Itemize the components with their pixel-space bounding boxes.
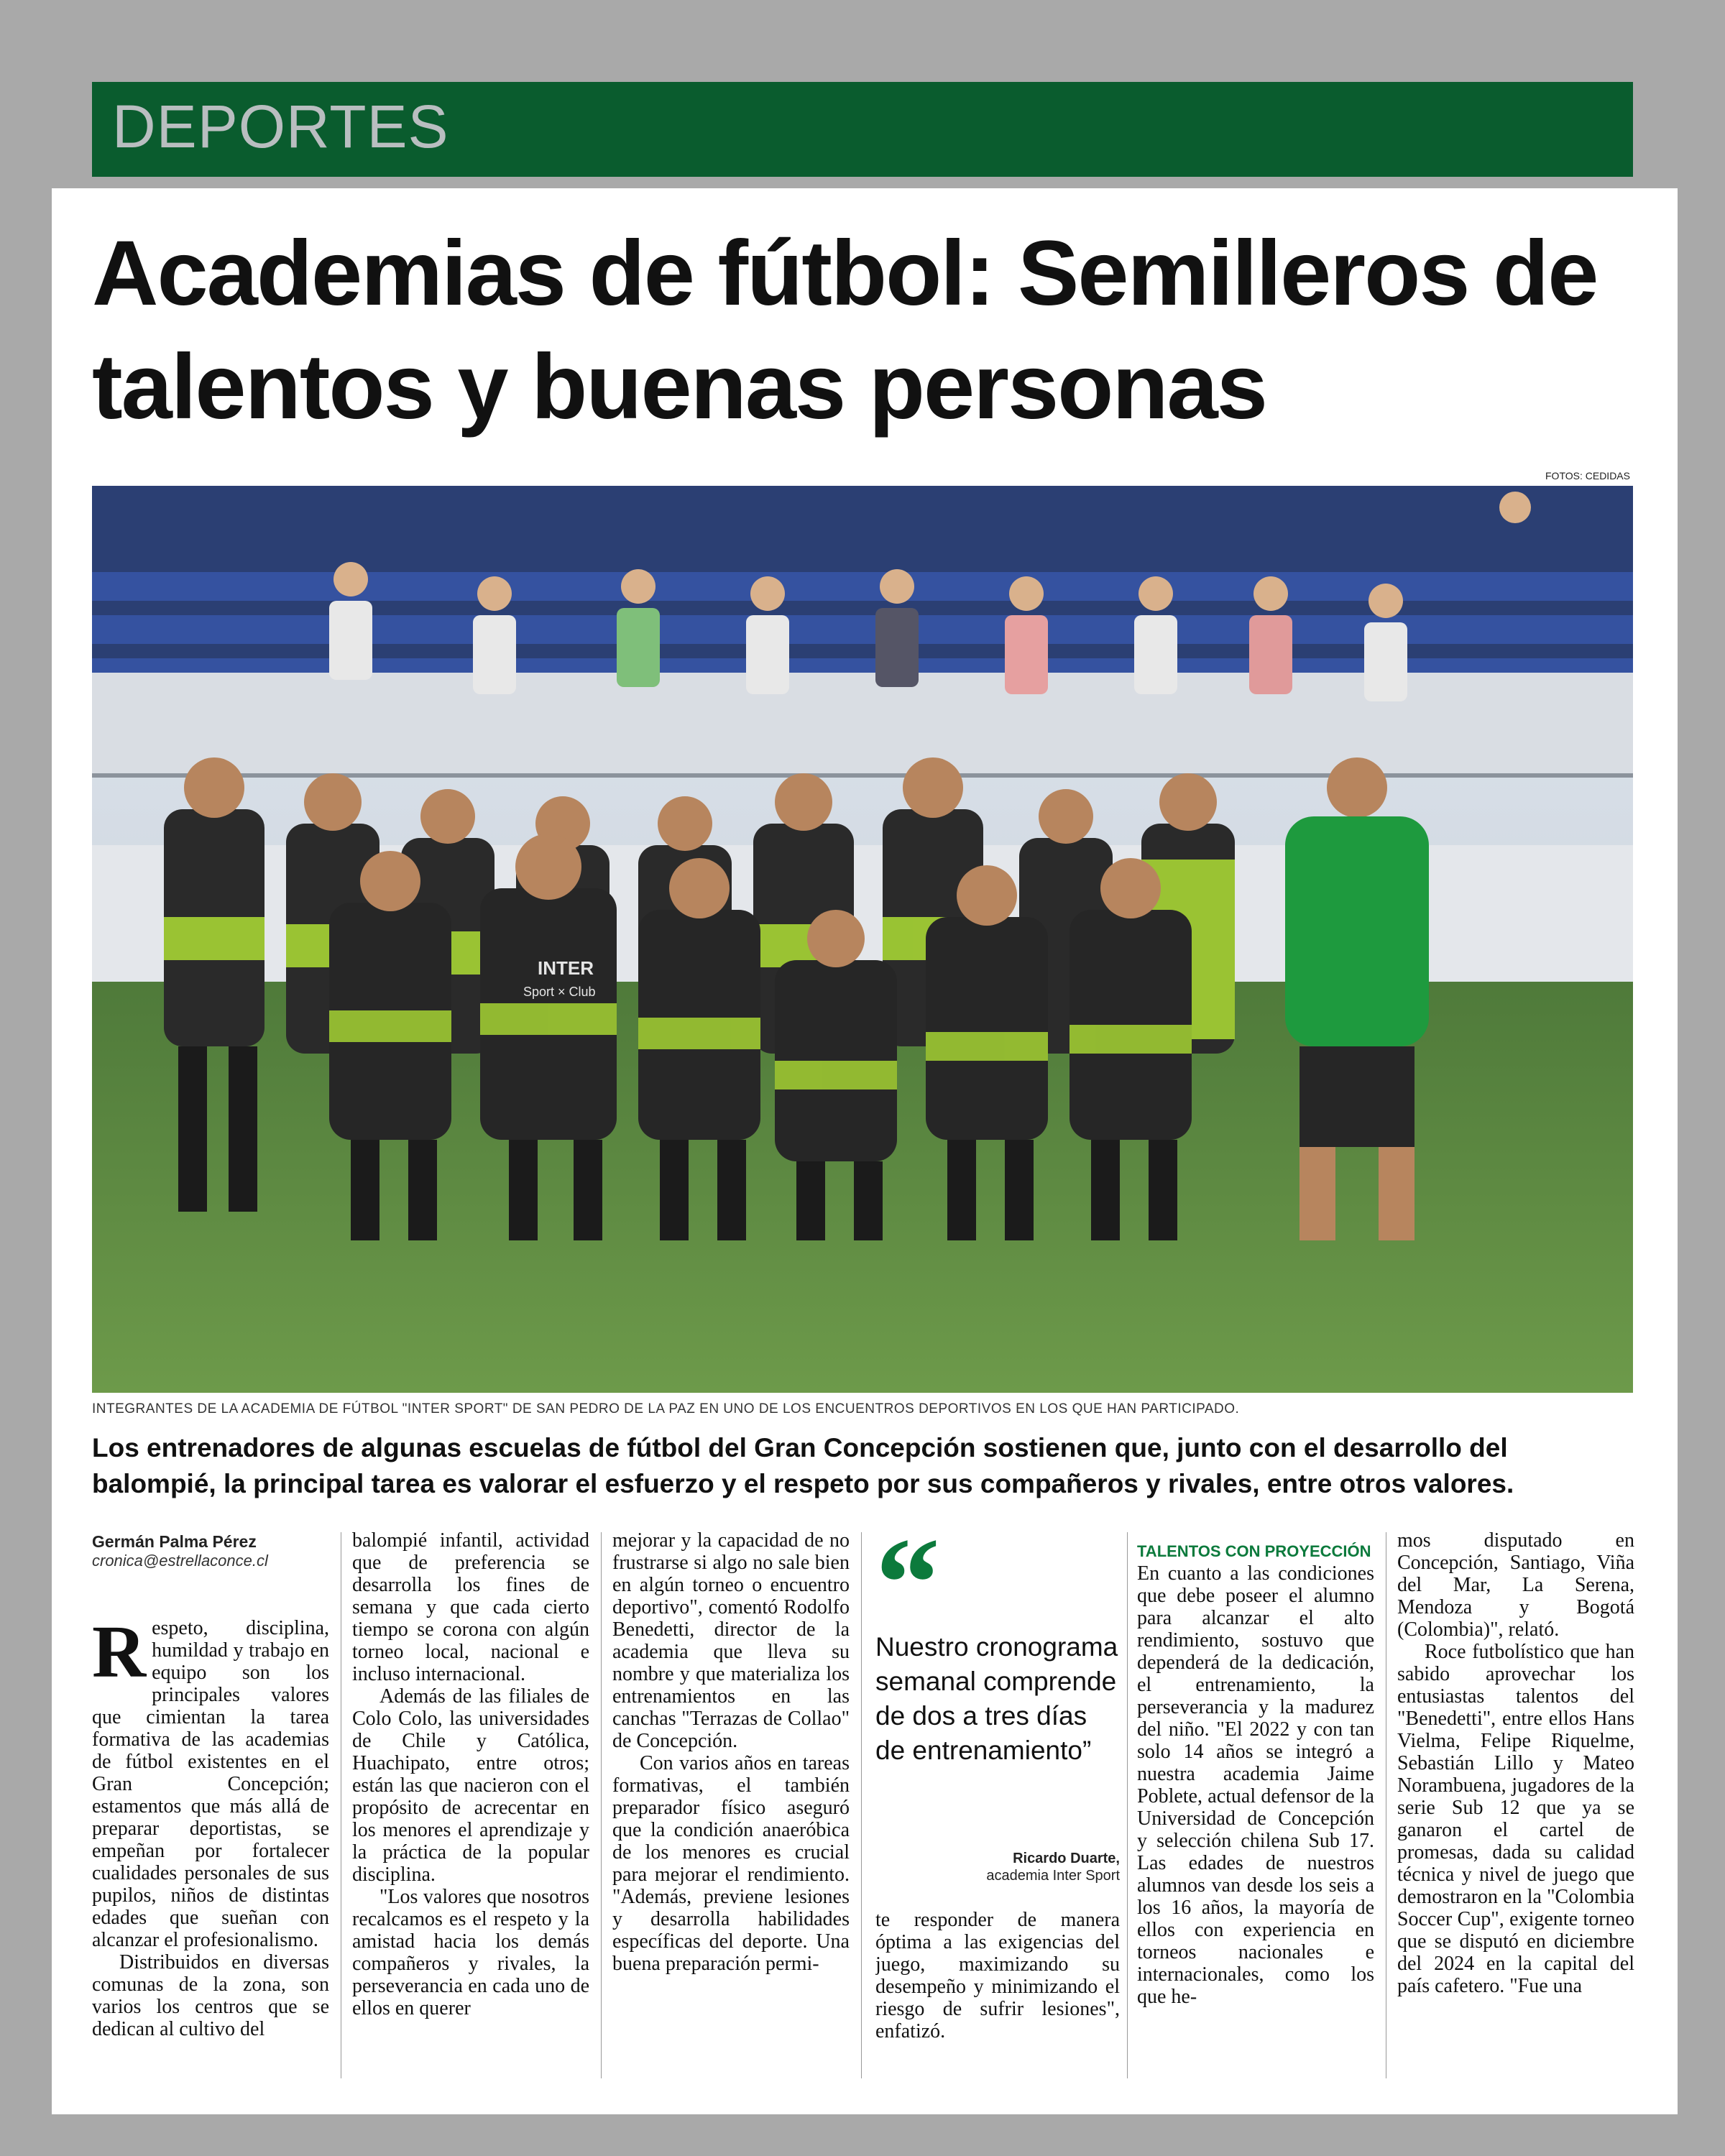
pull-quote-attribution <box>986 1850 1120 1884</box>
byline-author: Germán Palma Pérez <box>92 1532 257 1551</box>
column-5-paragraph-1: En cuanto a las condiciones que debe poseer el alumno para alcanzar el alto rendimiento, sostuvo que dependerá de la dedicación, el entrenamiento, la perseverancia y la madurez del niño. "El 2022 y con tan solo 14 años se integró a nuestra academia Jaime Poblete, actual defensor de la Universidad de Concepción y selección chilena Sub 17. Las edades de nuestros alumnos van desde los seis a los 16 años, la mayoría de ellos con experiencia en torneos nacionales e internacionales, como los que he- <box>1137 1562 1374 2008</box>
byline <box>92 1532 336 1570</box>
photo-credit: FOTOS: CEDIDAS <box>1545 470 1630 482</box>
article-column-1 <box>92 1617 329 2077</box>
article-column-5 <box>1137 1542 1374 2077</box>
column-2-paragraph-3: "Los valores que nosotros recalcamos es el respeto y la amistad hacia los demás compañeros y rivales, la perseverancia en cada uno de ellos en querer <box>352 1886 589 2019</box>
article-column-6 <box>1397 1529 1634 2077</box>
article-column-4 <box>875 1909 1120 2077</box>
section-subhead: TALENTOS CON PROYECCIÓN <box>1137 1542 1371 1560</box>
section-label: DEPORTES <box>112 93 449 160</box>
pull-quote <box>875 1511 1120 1889</box>
team-photo <box>92 486 1633 1393</box>
column-divider <box>601 1532 602 2078</box>
team-photo-illustration <box>92 486 1633 1393</box>
column-divider <box>1127 1532 1128 2078</box>
lead-paragraph: Los entrenadores de algunas escuelas de fútbol del Gran Concepción sostienen que, junto con el desarrollo del balompié, la principal tarea es valorar el esfuerzo y el respeto por sus compañeros y rivales, entre otros valores. <box>92 1433 1514 1498</box>
photo-caption: INTEGRANTES DE LA ACADEMIA DE FÚTBOL "INTER SPORT" DE SAN PEDRO DE LA PAZ EN UNO DE LOS ENCUENTROS DEPORTIVOS EN LOS QUE HAN PARTICIPADO. <box>92 1401 1240 1416</box>
jersey-brand-text: INTER <box>538 957 594 979</box>
column-6-paragraph-1: mos disputado en Concepción, Santiago, Viña del Mar, La Serena, Mendoza y Bogotá (Colombia)", relató. <box>1397 1529 1634 1641</box>
headline: Academias de fútbol: Semilleros de talentos y buenas personas <box>92 222 1598 438</box>
column-3-paragraph-2: Con varios años en tareas formativas, el también preparador físico aseguró que la condición anaeróbica de los menores es crucial para mejorar el rendimiento. "Además, previene lesiones y desarrolla habilidades específicas del deporte. Una buena preparación permi- <box>612 1752 850 1975</box>
byline-email: cronica@estrellaconce.cl <box>92 1552 268 1570</box>
column-2-paragraph-1: balompié infantil, actividad que de preferencia se desarrolla los fines de semana y que cada cierto tiempo se corona con algún torneo local, nacional e incluso internacional. <box>352 1529 589 1685</box>
pull-quote-name: Ricardo Duarte, <box>1013 1851 1120 1866</box>
column-6-paragraph-2: Roce futbolístico que han sabido aprovechar los entusiastas talentos del "Benedetti", entre ellos Hans Vielma, Felipe Riquelme, Sebastián Lillo y Mateo Norambuena, jugadores de la serie Sub 12 que ya se ganaron el cartel de promesas, dada su calidad técnica y nivel de juego que demostraron en la "Colombia Soccer Cup", exigente torneo que se disputó en diciembre del 2024 en la capital del país cafetero. "Fue una <box>1397 1641 1634 1997</box>
pull-quote-role: academia Inter Sport <box>986 1868 1120 1884</box>
column-1-paragraph-2: Distribuidos en diversas comunas de la zona, son varios los centros que se dedican al cultivo del <box>92 1951 329 2040</box>
column-4-paragraph-1: te responder de manera óptima a las exigencias del juego, maximizando su desempeño y minimizando el riesgo de sufrir lesiones", enfatizó. <box>875 1909 1120 2042</box>
pull-quote-text: Nuestro cronograma semanal comprende de dos a tres días de entrenamiento” <box>875 1632 1118 1765</box>
column-1-paragraph-1: espeto, disciplina, humildad y trabajo en equipo son los principales valores que cimientan la tarea formativa de las academias de fútbol existentes en el Gran Concepción; estamentos que más allá de preparar deportistas, se empeñan por fortalecer cualidades personales de sus pupilos, niños de distintas edades que sueñan con alcanzar el profesionalismo. <box>92 1617 329 1951</box>
article-column-3 <box>612 1529 850 2077</box>
quote-mark-icon: “ <box>875 1511 940 1654</box>
column-2-paragraph-2: Además de las filiales de Colo Colo, las universidades de Chile y Católica, Huachipato, entre otros; están las que nacieron con el propósito de acrecentar en los menores el aprendizaje y la práctica de la popular disciplina. <box>352 1685 589 1886</box>
jersey-brand-subtext: Sport × Club <box>523 985 596 999</box>
section-bar <box>92 82 1633 177</box>
article-column-2 <box>352 1529 589 2077</box>
drop-cap: R <box>92 1617 147 1693</box>
column-divider <box>861 1532 862 2078</box>
column-3-paragraph-1: mejorar y la capacidad de no frustrarse si algo no sale bien en algún torneo o encuentro deportivo", comentó Rodolfo Benedetti, director de la academia que lleva su nombre y que materializa los entrenamientos en las canchas "Terrazas de Collao" de Concepción. <box>612 1529 850 1752</box>
